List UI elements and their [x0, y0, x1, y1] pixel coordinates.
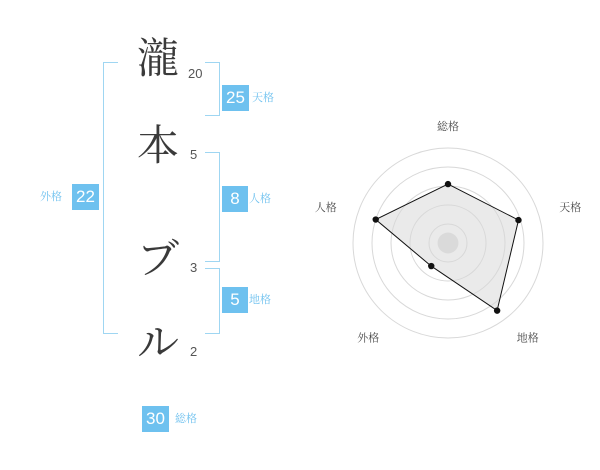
- name-character-3: ブ: [136, 234, 179, 283]
- score-label-tenkaku: 天格: [252, 92, 274, 104]
- score-label-jinkaku: 人格: [249, 193, 271, 205]
- score-label-gaikaku: 外格: [40, 191, 62, 203]
- score-label-chikaku: 地格: [249, 294, 271, 306]
- score-soukaku: 30: [142, 406, 169, 432]
- outer-bracket: [103, 62, 118, 334]
- radar-axis-label: 総格: [437, 121, 459, 133]
- radar-area: [376, 184, 519, 311]
- radar-axis-label: 地格: [516, 332, 539, 345]
- radar-chart-panel: [300, 0, 600, 470]
- strokes-4: 2: [190, 344, 198, 359]
- score-label-soukaku: 総格: [175, 413, 197, 425]
- strokes-3: 3: [190, 260, 198, 275]
- jinkaku-bracket: [205, 152, 220, 262]
- radar-axis-label: 外格: [357, 332, 380, 345]
- name-character-2: 本: [136, 121, 179, 170]
- chikaku-bracket: [205, 268, 220, 334]
- radar-chart: [300, 0, 600, 470]
- score-chikaku: 5: [222, 287, 248, 313]
- strokes-2: 5: [190, 147, 198, 162]
- score-jinkaku: 8: [222, 186, 248, 212]
- name-character-1: 瀧: [136, 34, 179, 83]
- radar-axis-label: 天格: [559, 201, 582, 214]
- strokes-1: 20: [188, 66, 203, 81]
- score-gaikaku: 22: [72, 184, 99, 210]
- tenkaku-bracket: [205, 62, 220, 116]
- radar-axis-label: 人格: [314, 201, 337, 214]
- score-tenkaku: 25: [222, 85, 249, 111]
- name-character-4: ル: [136, 318, 179, 367]
